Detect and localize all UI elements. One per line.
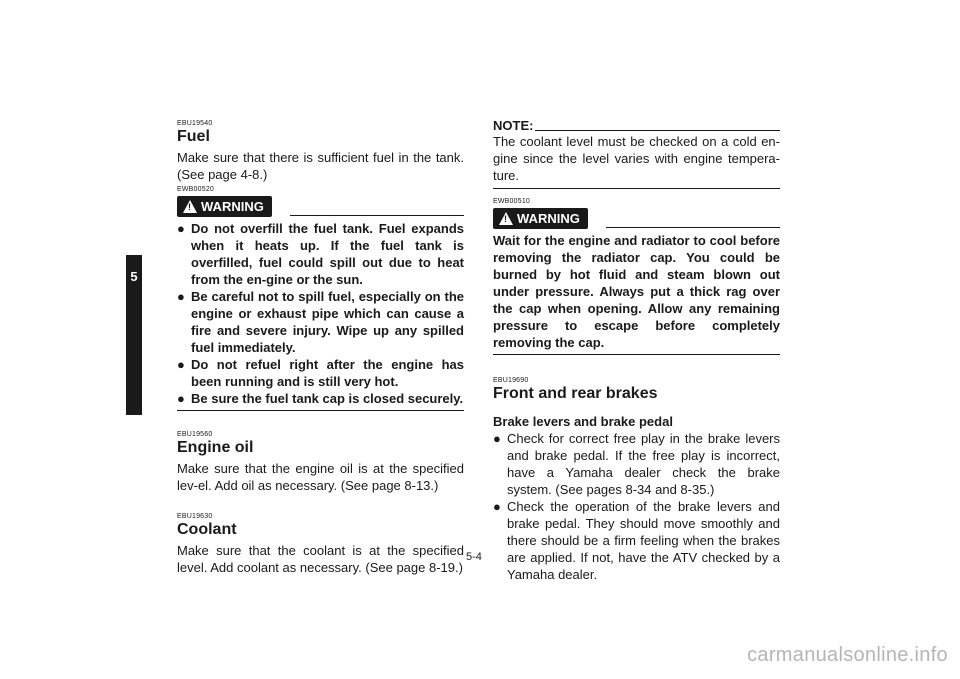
warning1-item: ● Do not overfill the fuel tank. Fuel expands when it heats up. If the fuel tank is overfilled, fuel could spill out due to heat from the en-gine or the sun.: [177, 221, 464, 287]
warning1-item: ● Be careful not to spill fuel, especially on the engine or exhaust pipe which can cause a fire and severe injury. Wipe up any spilled fuel immediately.: [177, 289, 464, 355]
brakes-list: [493, 430, 780, 583]
warning1-body: [177, 220, 464, 411]
brakes-subheading: Brake levers and brake pedal: [493, 414, 673, 429]
watermark: carmanualsonline.info: [747, 644, 948, 666]
page-number: 5-4: [466, 551, 482, 563]
warning2-body: [493, 232, 780, 355]
fuel-code: EBU19540: [177, 120, 213, 127]
fuel-heading: Fuel: [177, 128, 210, 145]
engine-oil-code: EBU19560: [177, 431, 213, 438]
warning1-item: ● Be sure the fuel tank cap is closed securely.: [177, 391, 464, 406]
brakes-code: EBU19690: [493, 377, 529, 384]
warning1-label: WARNING: [201, 199, 264, 214]
note-text: The coolant level must be checked on a cold en-gine since the level varies with engine tempera-ture.: [493, 134, 780, 183]
brakes-item: ● Check the operation of the brake levers and brake pedal. They should move smoothly and there should be a firm feeling when the brakes are applied. If not, have the ATV checked by a Yamaha dealer.: [493, 499, 780, 582]
warning2-label: WARNING: [517, 211, 580, 226]
warning2-badge: [493, 208, 588, 229]
warning-triangle-icon: !: [183, 200, 197, 213]
warning-triangle-icon: !: [499, 212, 513, 225]
warning1-header: [177, 196, 464, 217]
coolant-code: EBU19630: [177, 513, 213, 520]
bullet-icon: ●: [177, 289, 185, 304]
note-label: NOTE:: [493, 118, 534, 133]
left-column: [177, 120, 464, 576]
warning1-code: EWB00520: [177, 186, 215, 193]
right-column: [493, 118, 780, 583]
note-rule: [535, 130, 780, 131]
brakes-heading: Front and rear brakes: [493, 385, 658, 402]
bullet-icon: ●: [177, 221, 185, 236]
engine-oil-text: Make sure that the engine oil is at the specified lev-el. Add oil as necessary. (See page 8-13.): [177, 461, 464, 493]
bullet-icon: ●: [177, 357, 185, 372]
engine-oil-heading: Engine oil: [177, 439, 254, 456]
warning2-rule: [606, 227, 780, 228]
warning2-header: [493, 208, 780, 229]
warning1-list: [177, 220, 464, 407]
brakes-item: ● Check for correct free play in the brake levers and brake pedal. If the free play is incorrect, have a Yamaha dealer check the brake system. (See pages 8-34 and 8-35.): [493, 431, 780, 497]
fuel-text: Make sure that there is sufficient fuel in the tank. (See page 4-8.): [177, 150, 464, 182]
warning1-rule: [290, 215, 464, 216]
coolant-heading: Coolant: [177, 521, 237, 538]
warning1-item: ● Do not refuel right after the engine has been running and is still very hot.: [177, 357, 464, 389]
warning2-code: EWB00510: [493, 198, 531, 205]
bullet-icon: ●: [493, 431, 501, 446]
note-end-rule: [493, 188, 780, 189]
section-tab-number: 5: [130, 269, 138, 284]
section-tab: [126, 255, 142, 415]
note-header: [493, 118, 780, 133]
warning2-text: Wait for the engine and radiator to cool before removing the radiator cap. You could be burned by hot fluid and steam blown out under pressure. Always put a thick rag over the cap when opening. Allow any remaining pressure to escape before completely removing the cap.: [493, 233, 780, 350]
coolant-text: Make sure that the coolant is at the specified level. Add coolant as necessary. (See page 8-19.): [177, 543, 464, 575]
warning1-badge: [177, 196, 272, 217]
bullet-icon: ●: [177, 391, 185, 406]
bullet-icon: ●: [493, 499, 501, 514]
